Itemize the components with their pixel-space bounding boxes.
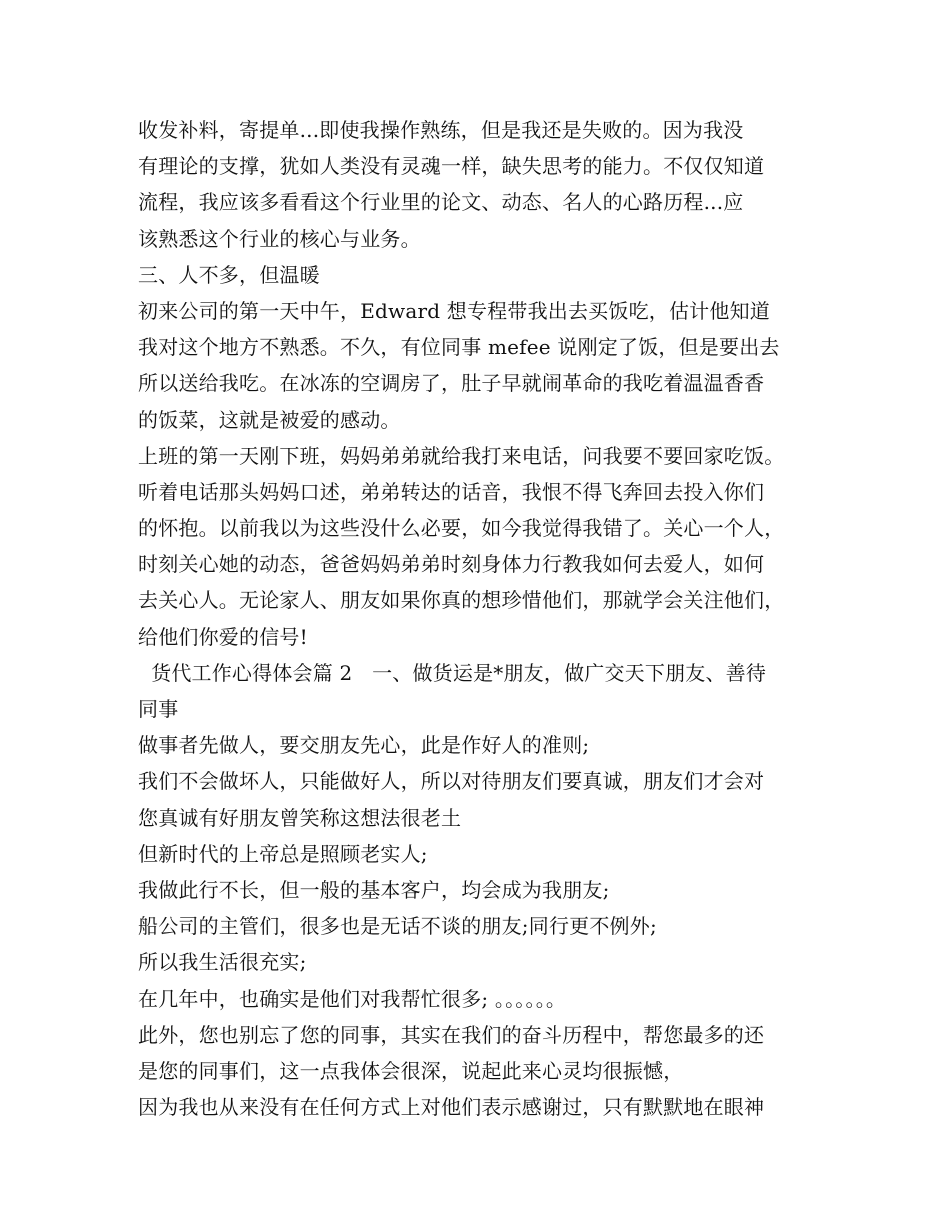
text-line: 的饭菜，这就是被爱的感动。 xyxy=(138,407,401,432)
text-line: 我做此行不长，但一般的基本客户，均会成为我朋友; xyxy=(138,877,610,902)
text-line: 上班的第一天刚下班，妈妈弟弟就给我打来电话，问我要不要回家吃饭。 xyxy=(138,443,785,468)
text-line: 收发补料，寄提单...即使我操作熟练，但是我还是失败的。因为我没 xyxy=(138,118,744,142)
text-line: 在几年中，也确实是他们对我帮忙很多; 。。。。。。 xyxy=(138,986,567,1011)
text-line: 所以我生活很充实; xyxy=(138,950,307,975)
text-line: 有理论的支撑，犹如人类没有灵魂一样，缺失思考的能力。不仅仅知道 xyxy=(138,154,765,179)
text-line: 给他们你爱的信号! xyxy=(138,624,308,649)
text-line: 时刻关心她的动态，爸爸妈妈弟弟时刻身体力行教我如何去爱人，如何 xyxy=(138,552,765,577)
text-line: 该熟悉这个行业的核心与业务。 xyxy=(138,226,421,251)
text-line: 是您的同事们，这一点我体会很深，说起此来心灵均很振憾， xyxy=(138,1058,684,1083)
text-line: 但新时代的上帝总是照顾老实人; xyxy=(138,841,428,866)
text-line: 船公司的主管们，很多也是无话不谈的朋友;同行更不例外; xyxy=(138,914,657,939)
text-line: 同事 xyxy=(138,697,179,721)
text-line: 听着电话那头妈妈口述，弟弟转达的话音，我恨不得飞奔回去投入你们 xyxy=(138,479,765,504)
article-title-line: 货代工作心得体会篇 2 一、做货运是*朋友，做广交天下朋友、善待 xyxy=(138,660,767,685)
text-line: 我对这个地方不熟悉。不久，有位同事 mefee 说刚定了饭，但是要出去 xyxy=(138,335,780,360)
text-line: 此外，您也别忘了您的同事，其实在我们的奋斗历程中，帮您最多的还 xyxy=(138,1022,765,1047)
text-line: 流程，我应该多看看这个行业里的论文、动态、名人的心路历程...应 xyxy=(138,190,744,215)
text-line: 的怀抱。以前我以为这些没什么必要，如今我觉得我错了。关心一个人， xyxy=(138,516,785,541)
text-line: 初来公司的第一天中午，Edward 想专程带我出去买饭吃，估计他知道 xyxy=(138,298,770,323)
body-text xyxy=(138,112,828,1125)
text-line: 因为我也从来没有在任何方式上对他们表示感谢过，只有默默地在眼神 xyxy=(138,1095,765,1120)
text-line: 去关心人。无论家人、朋友如果你真的想珍惜他们，那就学会关注他们， xyxy=(138,588,785,613)
text-line: 所以送给我吃。在冰冻的空调房了，肚子早就闹革命的我吃着温温香香 xyxy=(138,371,765,396)
text-line: 我们不会做坏人，只能做好人，所以对待朋友们要真诚，朋友们才会对 xyxy=(138,769,765,794)
section-heading: 三、人不多，但温暖 xyxy=(138,262,320,287)
text-line: 做事者先做人，要交朋友先心，此是作好人的准则; xyxy=(138,733,590,758)
text-line: 您真诚有好朋友曾笑称这想法很老土 xyxy=(138,805,462,830)
